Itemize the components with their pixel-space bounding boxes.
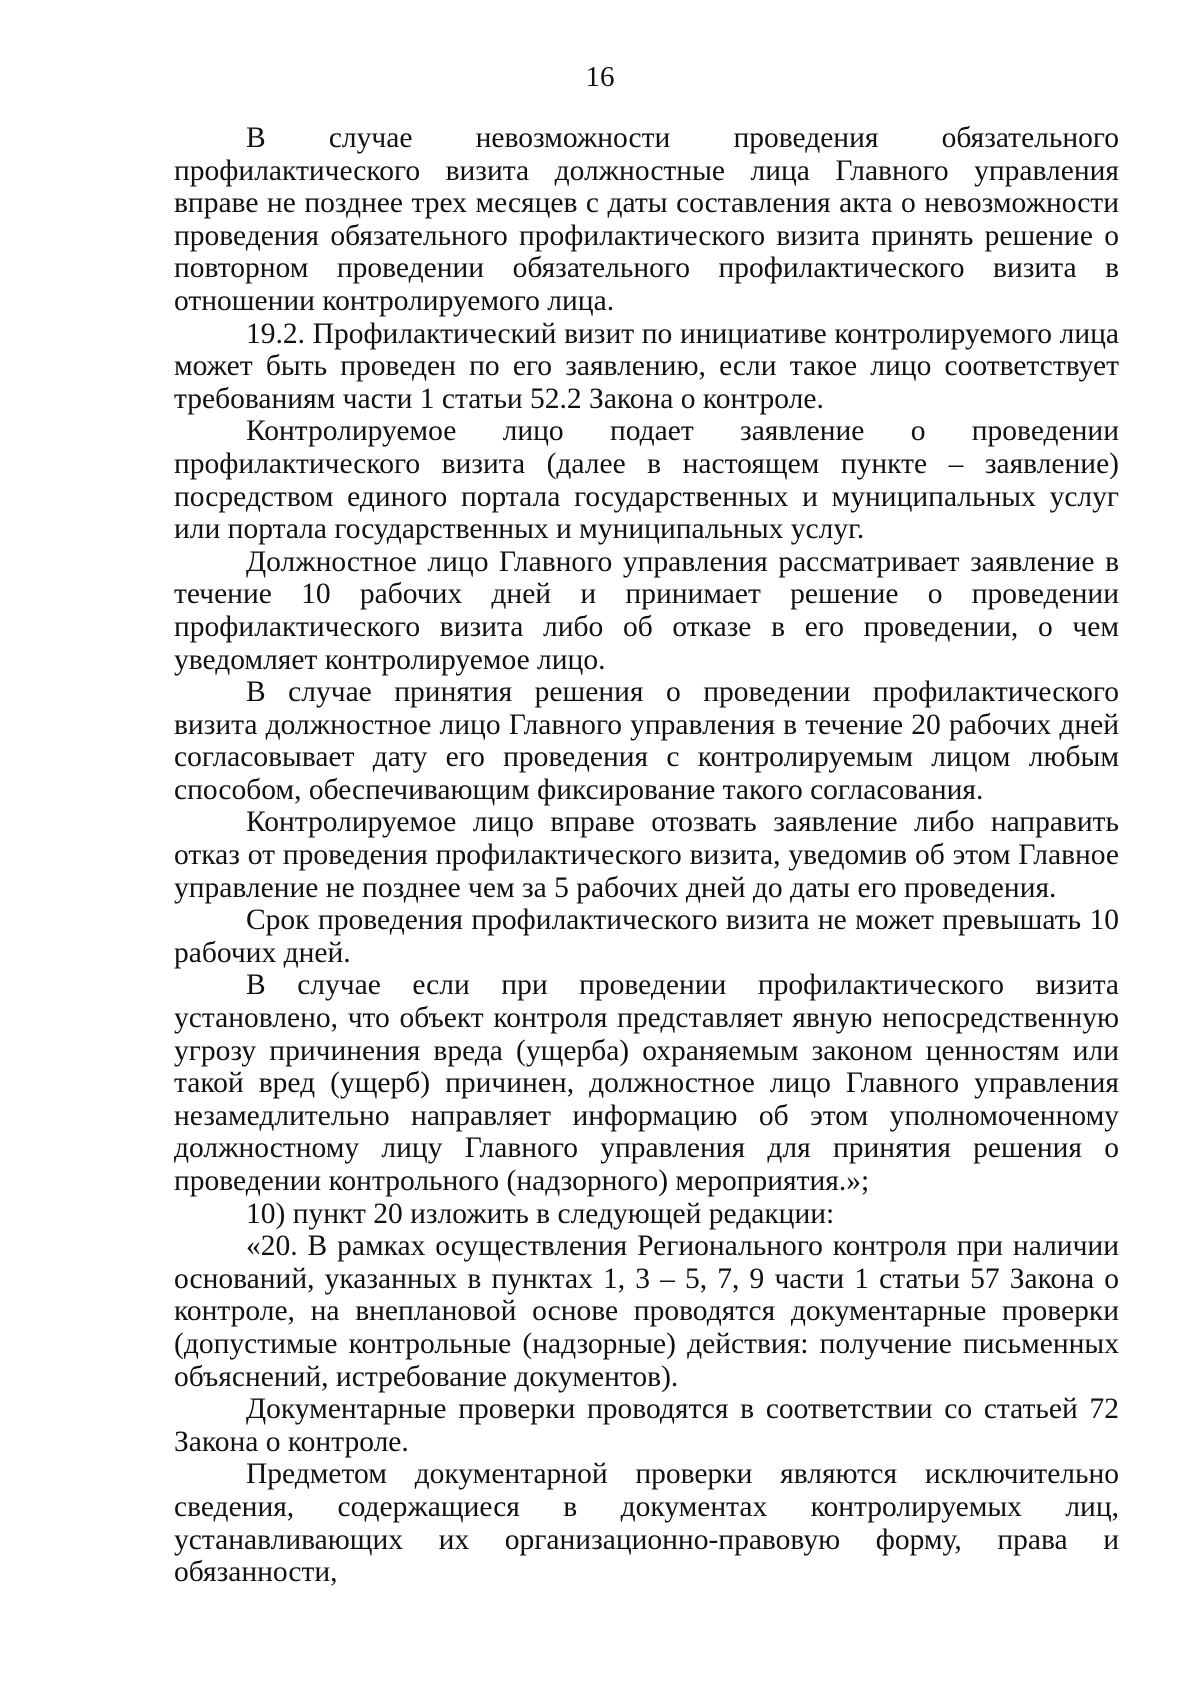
paragraph-11: Документарные проверки проводятся в соответствии со статьей 72 Закона о контроле. (174, 1393, 1119, 1458)
paragraph-1: В случае невозможности проведения обязательного профилактического визита должностные лица Главного управления вправе не позднее трех месяцев с даты составления акта о невозможности проведения обязательного профилактического визита принять решение о повторном проведении обязательного профилактического визита в отношении контролируемого лица. (174, 122, 1119, 317)
paragraph-9: 10) пункт 20 изложить в следующей редакции: (246, 1197, 835, 1230)
paragraph-3: Контролируемое лицо подает заявление о проведении профилактического визита (далее в настоящем пункте – заявление) посредством единого портала государственных и муниципальных услуг или портала государственных и муниципальных услуг. (174, 415, 1119, 546)
page-number: 16 (585, 61, 615, 93)
paragraph-7: Срок проведения профилактического визита не может превышать 10 рабочих дней. (174, 904, 1119, 969)
paragraph-4: Должностное лицо Главного управления рассматривает заявление в течение 10 рабочих дней и принимает решение о проведении профилактического визита либо об отказе в его проведении, о чем уведомляет контролируемое лицо. (174, 545, 1119, 676)
paragraph-8: В случае если при проведении профилактического визита установлено, что объект контроля представляет явную непосредственную угрозу причинения вреда (ущерба) охраняемым законом ценностям или такой вред (ущерб) причинен, должностное лицо Главного управления незамедлительно направляет информацию об этом уполномоченному должностному лицу Главного управления для принятия решения о проведении контрольного (надзорного) мероприятия.»; (174, 969, 1119, 1197)
paragraph-12: Предметом документарной проверки являются исключительно сведения, содержащиеся в документах контролируемых лиц, устанавливающих их организационно-правовую форму, права и обязанности, (174, 1458, 1119, 1589)
paragraph-5: В случае принятия решения о проведении профилактического визита должностное лицо Главного управления в течение 20 рабочих дней согласовывает дату его проведения с контролируемым лицом любым способом, обеспечивающим фиксирование такого согласования. (174, 676, 1119, 806)
paragraph-2: 19.2. Профилактический визит по инициативе контролируемого лица может быть проведен по его заявлению, если такое лицо соответствует требованиям части 1 статьи 52.2 Закона о контроле. (174, 317, 1119, 415)
paragraph-10: «20. В рамках осуществления Регионального контроля при наличии оснований, указанных в пунктах 1, 3 – 5, 7, 9 части 1 статьи 57 Закона о контроле, на внеплановой основе проводятся документарные проверки (допустимые контрольные (надзорные) действия: получение письменных объяснений, истребование документов). (174, 1230, 1119, 1393)
paragraph-6: Контролируемое лицо вправе отозвать заявление либо направить отказ от проведения профилактического визита, уведомив об этом Главное управление не позднее чем за 5 рабочих дней до даты его проведения. (174, 806, 1119, 904)
document-body (174, 122, 1119, 1589)
